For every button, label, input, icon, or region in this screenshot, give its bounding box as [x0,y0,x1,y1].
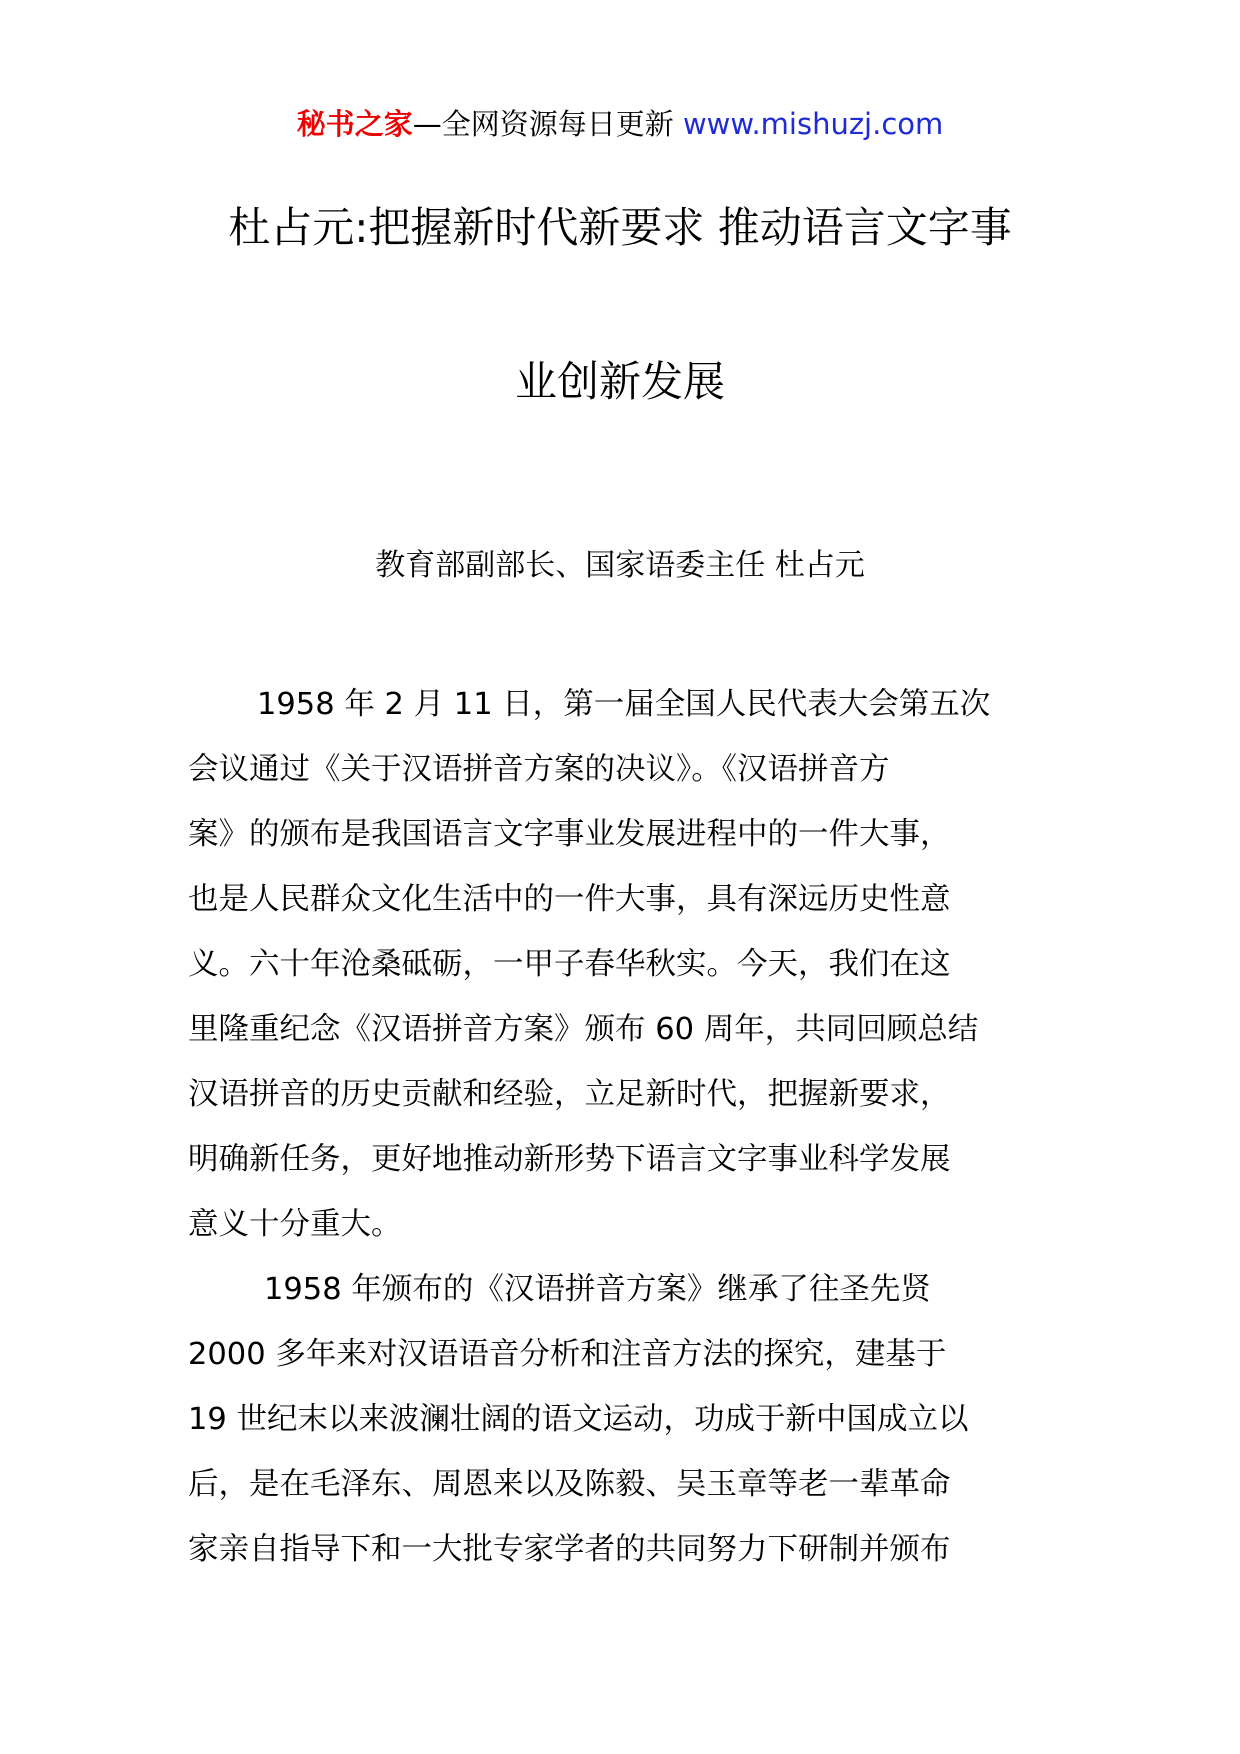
body-line: 1958 年颁布的《汉语拼音方案》继承了往圣先贤 [264,1272,931,1307]
body-line: 后，是在毛泽东、周恩来以及陈毅、吴玉章等老一辈革命 [188,1467,951,1502]
body-line: 明确新任务，更好地推动新形势下语言文字事业科学发展 [188,1142,951,1177]
body-line: 19 世纪末以来波澜壮阔的语文运动，功成于新中国成立以 [188,1402,969,1437]
article-body [188,672,1056,1582]
body-line: 义。六十年沧桑砥砺，一甲子春华秋实。今天，我们在这 [188,947,951,982]
body-line: 1958 年 2 月 11 日，第一届全国人民代表大会第五次 [257,687,991,722]
document-title-line-1: 杜占元:把握新时代新要求 推动语言文字事 [228,203,1012,252]
body-line: 案》的颁布是我国语言文字事业发展进程中的一件大事， [188,817,951,852]
author-byline: 教育部副部长、国家语委主任 杜占元 [375,548,865,583]
body-line: 会议通过《关于汉语拼音方案的决议》。《汉语拼音方 [188,752,890,787]
site-header [0,104,1240,144]
body-line: 里隆重纪念《汉语拼音方案》颁布 60 周年，共同回顾总结 [188,1012,979,1047]
body-line: 2000 多年来对汉语语音分析和注音方法的探究，建基于 [188,1337,947,1372]
body-line: 家亲自指导下和一大批专家学者的共同努力下研制并颁布 [188,1532,951,1567]
body-line: 也是人民群众文化生活中的一件大事，具有深远历史性意 [188,882,951,917]
body-line: 意义十分重大。 [188,1207,402,1242]
header-slogan: —全网资源每日更新 [412,107,683,141]
body-line: 汉语拼音的历史贡献和经验，立足新时代，把握新要求， [188,1077,951,1112]
brand-name: 秘书之家 [296,107,413,141]
document-title-line-2: 业创新发展 [514,357,725,406]
site-url-link[interactable]: www.mishuzj.com [682,107,944,141]
